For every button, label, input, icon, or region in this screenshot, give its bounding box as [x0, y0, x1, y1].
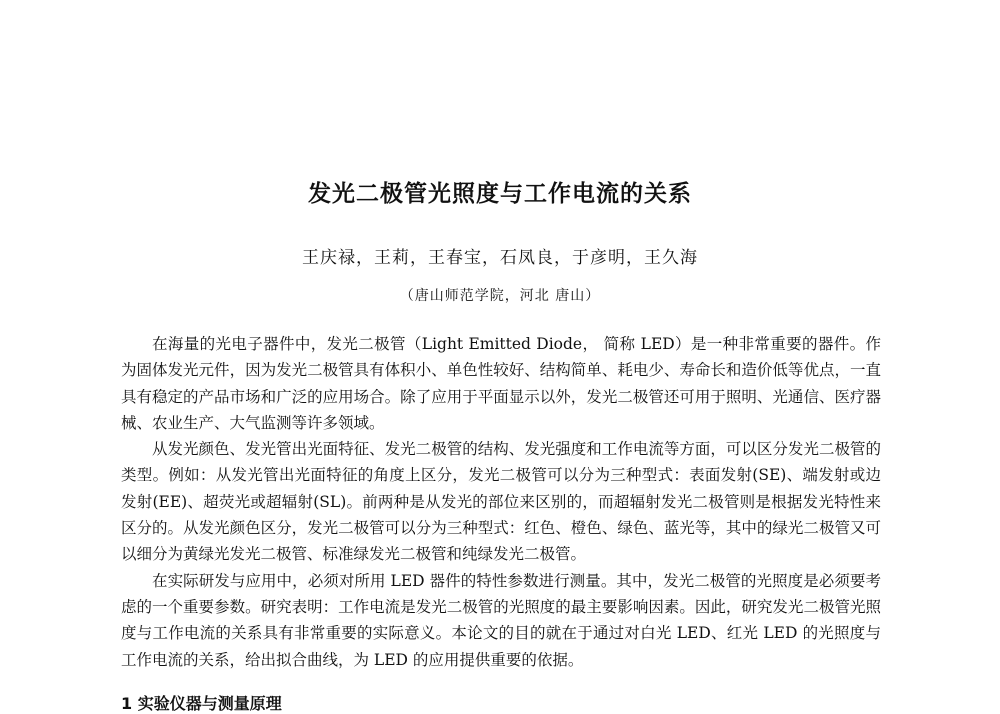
affiliation: （唐山师范学院，河北 唐山） — [399, 288, 601, 304]
body-text — [121, 331, 881, 673]
section-heading: 1 实验仪器与测量原理 — [121, 694, 282, 713]
paper-title: 发光二极管光照度与工作电流的关系 — [308, 181, 692, 207]
paragraph: 从发光颜色、发光管出光面特征、发光二极管的结构、发光强度和工作电流等方面，可以区分发光二极管的类型。例如：从发光管出光面特征的角度上区分，发光二极管可以分为三种型式：表面发射(SE)、端发射或边发射(EE)、超荧光或超辐射(SL)。前两种是从发光的部位来区别的，而超辐射发光二极管则是根据发光特性来区分的。从发光颜色区分，发光二极管可以分为三种型式：红色、橙色、绿色、蓝光等，其中的绿光二极管又可以细分为黄绿光发光二极管、标准绿发光二极管和纯绿发光二极管。 — [121, 440, 881, 564]
author-list: 王庆禄，王莉，王春宝，石凤良，于彦明，王久海 — [302, 248, 698, 268]
paragraph: 在实际研发与应用中，必须对所用 LED 器件的特性参数进行测量。其中，发光二极管的光照度是必须要考虑的一个重要参数。研究表明：工作电流是发光二极管的光照度的最主要影响因素。因此，研究发光二极管光照度与工作电流的关系具有非常重要的实际意义。本论文的目的就在于通过对白光 LED、红光 LED 的光照度与工作电流的关系，给出拟合曲线，为 LED 的应用提供重要的依据。 — [121, 571, 881, 669]
paragraph: 在海量的光电子器件中，发光二极管（Light Emitted Diode， 简称 LED）是一种非常重要的器件。作为固体发光元件，因为发光二极管具有体积小、单色性较好、结构简单、耗电少、寿命长和造价低等优点，一直具有稳定的产品市场和广泛的应用场合。除了应用于平面显示以外，发光二极管还可用于照明、光通信、医疗器械、农业生产、大气监测等许多领域。 — [121, 335, 881, 432]
